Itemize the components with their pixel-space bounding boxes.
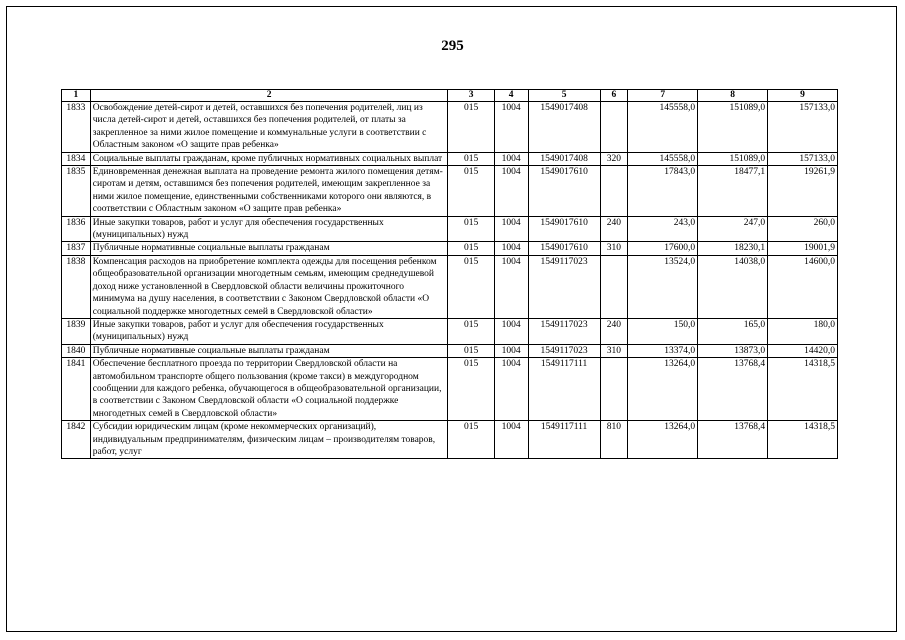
row-name: Компенсация расходов на приобретение комплекта одежды для посещения ребенком общеобразовательной организации многодетным семьям, имеющим среднедушевой доход ниже установленной в Свердловской области величины прожиточного минимума на душу населения, в соответствии с Законом Свердловской области «О социальной поддержке многодетных семей в Свердловской области» xyxy=(90,255,448,318)
row-amount-9: 157133,0 xyxy=(768,152,838,165)
column-header: 5 xyxy=(528,90,600,102)
row-number: 1839 xyxy=(62,318,91,344)
row-code-6 xyxy=(600,255,628,318)
budget-table xyxy=(61,89,838,459)
row-name: Публичные нормативные социальные выплаты гражданам xyxy=(90,242,448,255)
row-code-5: 1549017610 xyxy=(528,166,600,217)
row-code-5: 1549117023 xyxy=(528,255,600,318)
row-number: 1841 xyxy=(62,358,91,421)
row-amount-7: 243,0 xyxy=(628,216,698,242)
row-code-3: 015 xyxy=(448,216,494,242)
row-code-4: 1004 xyxy=(494,255,528,318)
row-code-6 xyxy=(600,358,628,421)
row-amount-7: 150,0 xyxy=(628,318,698,344)
row-number: 1835 xyxy=(62,166,91,217)
row-name: Иные закупки товаров, работ и услуг для обеспечения государственных (муниципальных) нужд xyxy=(90,216,448,242)
row-amount-8: 18477,1 xyxy=(698,166,768,217)
row-code-5: 1549117023 xyxy=(528,318,600,344)
row-name: Публичные нормативные социальные выплаты гражданам xyxy=(90,344,448,357)
row-code-4: 1004 xyxy=(494,242,528,255)
column-header: 8 xyxy=(698,90,768,102)
row-code-3: 015 xyxy=(448,242,494,255)
row-amount-7: 17843,0 xyxy=(628,166,698,217)
row-amount-8: 18230,1 xyxy=(698,242,768,255)
row-code-5: 1549117111 xyxy=(528,421,600,459)
row-code-3: 015 xyxy=(448,166,494,217)
column-header: 6 xyxy=(600,90,628,102)
row-amount-9: 14600,0 xyxy=(768,255,838,318)
row-code-3: 015 xyxy=(448,102,494,153)
column-header: 4 xyxy=(494,90,528,102)
row-code-3: 015 xyxy=(448,358,494,421)
row-amount-7: 13264,0 xyxy=(628,421,698,459)
row-name: Единовременная денежная выплата на проведение ремонта жилого помещения детям-сиротам и детям, оставшимся без попечения родителей, имеющим закрепленное за ними жилое помещение, единственными собственниками которого они являются, в соответствии с Областным законом «О защите прав ребенка» xyxy=(90,166,448,217)
row-code-6 xyxy=(600,102,628,153)
row-code-4: 1004 xyxy=(494,344,528,357)
row-code-5: 1549117111 xyxy=(528,358,600,421)
table-row xyxy=(62,358,838,421)
row-amount-8: 13768,4 xyxy=(698,358,768,421)
row-number: 1840 xyxy=(62,344,91,357)
row-amount-7: 13264,0 xyxy=(628,358,698,421)
row-amount-9: 14318,5 xyxy=(768,358,838,421)
column-header: 7 xyxy=(628,90,698,102)
table-row xyxy=(62,152,838,165)
row-amount-9: 14420,0 xyxy=(768,344,838,357)
row-amount-7: 13374,0 xyxy=(628,344,698,357)
row-amount-8: 14038,0 xyxy=(698,255,768,318)
row-amount-9: 260,0 xyxy=(768,216,838,242)
row-amount-8: 165,0 xyxy=(698,318,768,344)
row-code-4: 1004 xyxy=(494,102,528,153)
row-code-5: 1549017610 xyxy=(528,242,600,255)
page-number: 295 xyxy=(441,38,464,54)
table-row xyxy=(62,242,838,255)
row-amount-9: 19261,9 xyxy=(768,166,838,217)
row-code-5: 1549017610 xyxy=(528,216,600,242)
row-number: 1833 xyxy=(62,102,91,153)
row-amount-9: 19001,9 xyxy=(768,242,838,255)
row-number: 1842 xyxy=(62,421,91,459)
row-code-3: 015 xyxy=(448,421,494,459)
row-amount-9: 157133,0 xyxy=(768,102,838,153)
column-header: 2 xyxy=(90,90,448,102)
table-row xyxy=(62,216,838,242)
row-amount-9: 180,0 xyxy=(768,318,838,344)
row-code-6: 310 xyxy=(600,242,628,255)
column-header: 1 xyxy=(62,90,91,102)
row-amount-8: 247,0 xyxy=(698,216,768,242)
table-row xyxy=(62,421,838,459)
row-number: 1834 xyxy=(62,152,91,165)
row-code-5: 1549017408 xyxy=(528,102,600,153)
row-code-4: 1004 xyxy=(494,216,528,242)
row-number: 1836 xyxy=(62,216,91,242)
row-amount-8: 151089,0 xyxy=(698,152,768,165)
header-row xyxy=(62,90,838,102)
row-code-5: 1549017408 xyxy=(528,152,600,165)
row-code-4: 1004 xyxy=(494,166,528,217)
row-amount-8: 13873,0 xyxy=(698,344,768,357)
row-amount-7: 145558,0 xyxy=(628,102,698,153)
row-name: Социальные выплаты гражданам, кроме публичных нормативных социальных выплат xyxy=(90,152,448,165)
row-code-4: 1004 xyxy=(494,358,528,421)
row-code-3: 015 xyxy=(448,318,494,344)
row-amount-7: 13524,0 xyxy=(628,255,698,318)
row-code-6: 310 xyxy=(600,344,628,357)
row-number: 1838 xyxy=(62,255,91,318)
row-amount-8: 151089,0 xyxy=(698,102,768,153)
row-code-4: 1004 xyxy=(494,152,528,165)
row-amount-9: 14318,5 xyxy=(768,421,838,459)
row-code-3: 015 xyxy=(448,344,494,357)
row-code-6: 810 xyxy=(600,421,628,459)
column-header: 3 xyxy=(448,90,494,102)
row-name: Обеспечение бесплатного проезда по территории Свердловской области на автомобильном транспорте общего пользования (кроме такси) в междугородном сообщении для каждого ребенка, обучающегося в общеобразовательной организации, в соответствии с Законом Свердловской области «О социальной поддержке многодетных семей в Свердловской области» xyxy=(90,358,448,421)
table-row xyxy=(62,166,838,217)
row-code-3: 015 xyxy=(448,152,494,165)
row-code-4: 1004 xyxy=(494,421,528,459)
row-code-6: 240 xyxy=(600,318,628,344)
row-amount-7: 145558,0 xyxy=(628,152,698,165)
row-code-6: 320 xyxy=(600,152,628,165)
row-code-4: 1004 xyxy=(494,318,528,344)
row-amount-8: 13768,4 xyxy=(698,421,768,459)
row-name: Освобождение детей-сирот и детей, оставшихся без попечения родителей, лиц из числа детей-сирот и детей, оставшихся без попечения родителей, от платы за закрепленное за ними жилое помещение и коммунальные услуги в соответствии с Областным законом «О защите прав ребенка» xyxy=(90,102,448,153)
row-code-3: 015 xyxy=(448,255,494,318)
row-name: Субсидии юридическим лицам (кроме некоммерческих организаций), индивидуальным предпринимателям, физическим лицам – производителям товаров, работ, услуг xyxy=(90,421,448,459)
row-code-5: 1549117023 xyxy=(528,344,600,357)
row-amount-7: 17600,0 xyxy=(628,242,698,255)
column-header: 9 xyxy=(768,90,838,102)
table-row xyxy=(62,318,838,344)
table-row xyxy=(62,255,838,318)
table-row xyxy=(62,344,838,357)
row-code-6: 240 xyxy=(600,216,628,242)
row-code-6 xyxy=(600,166,628,217)
row-number: 1837 xyxy=(62,242,91,255)
table-row xyxy=(62,102,838,153)
row-name: Иные закупки товаров, работ и услуг для обеспечения государственных (муниципальных) нужд xyxy=(90,318,448,344)
